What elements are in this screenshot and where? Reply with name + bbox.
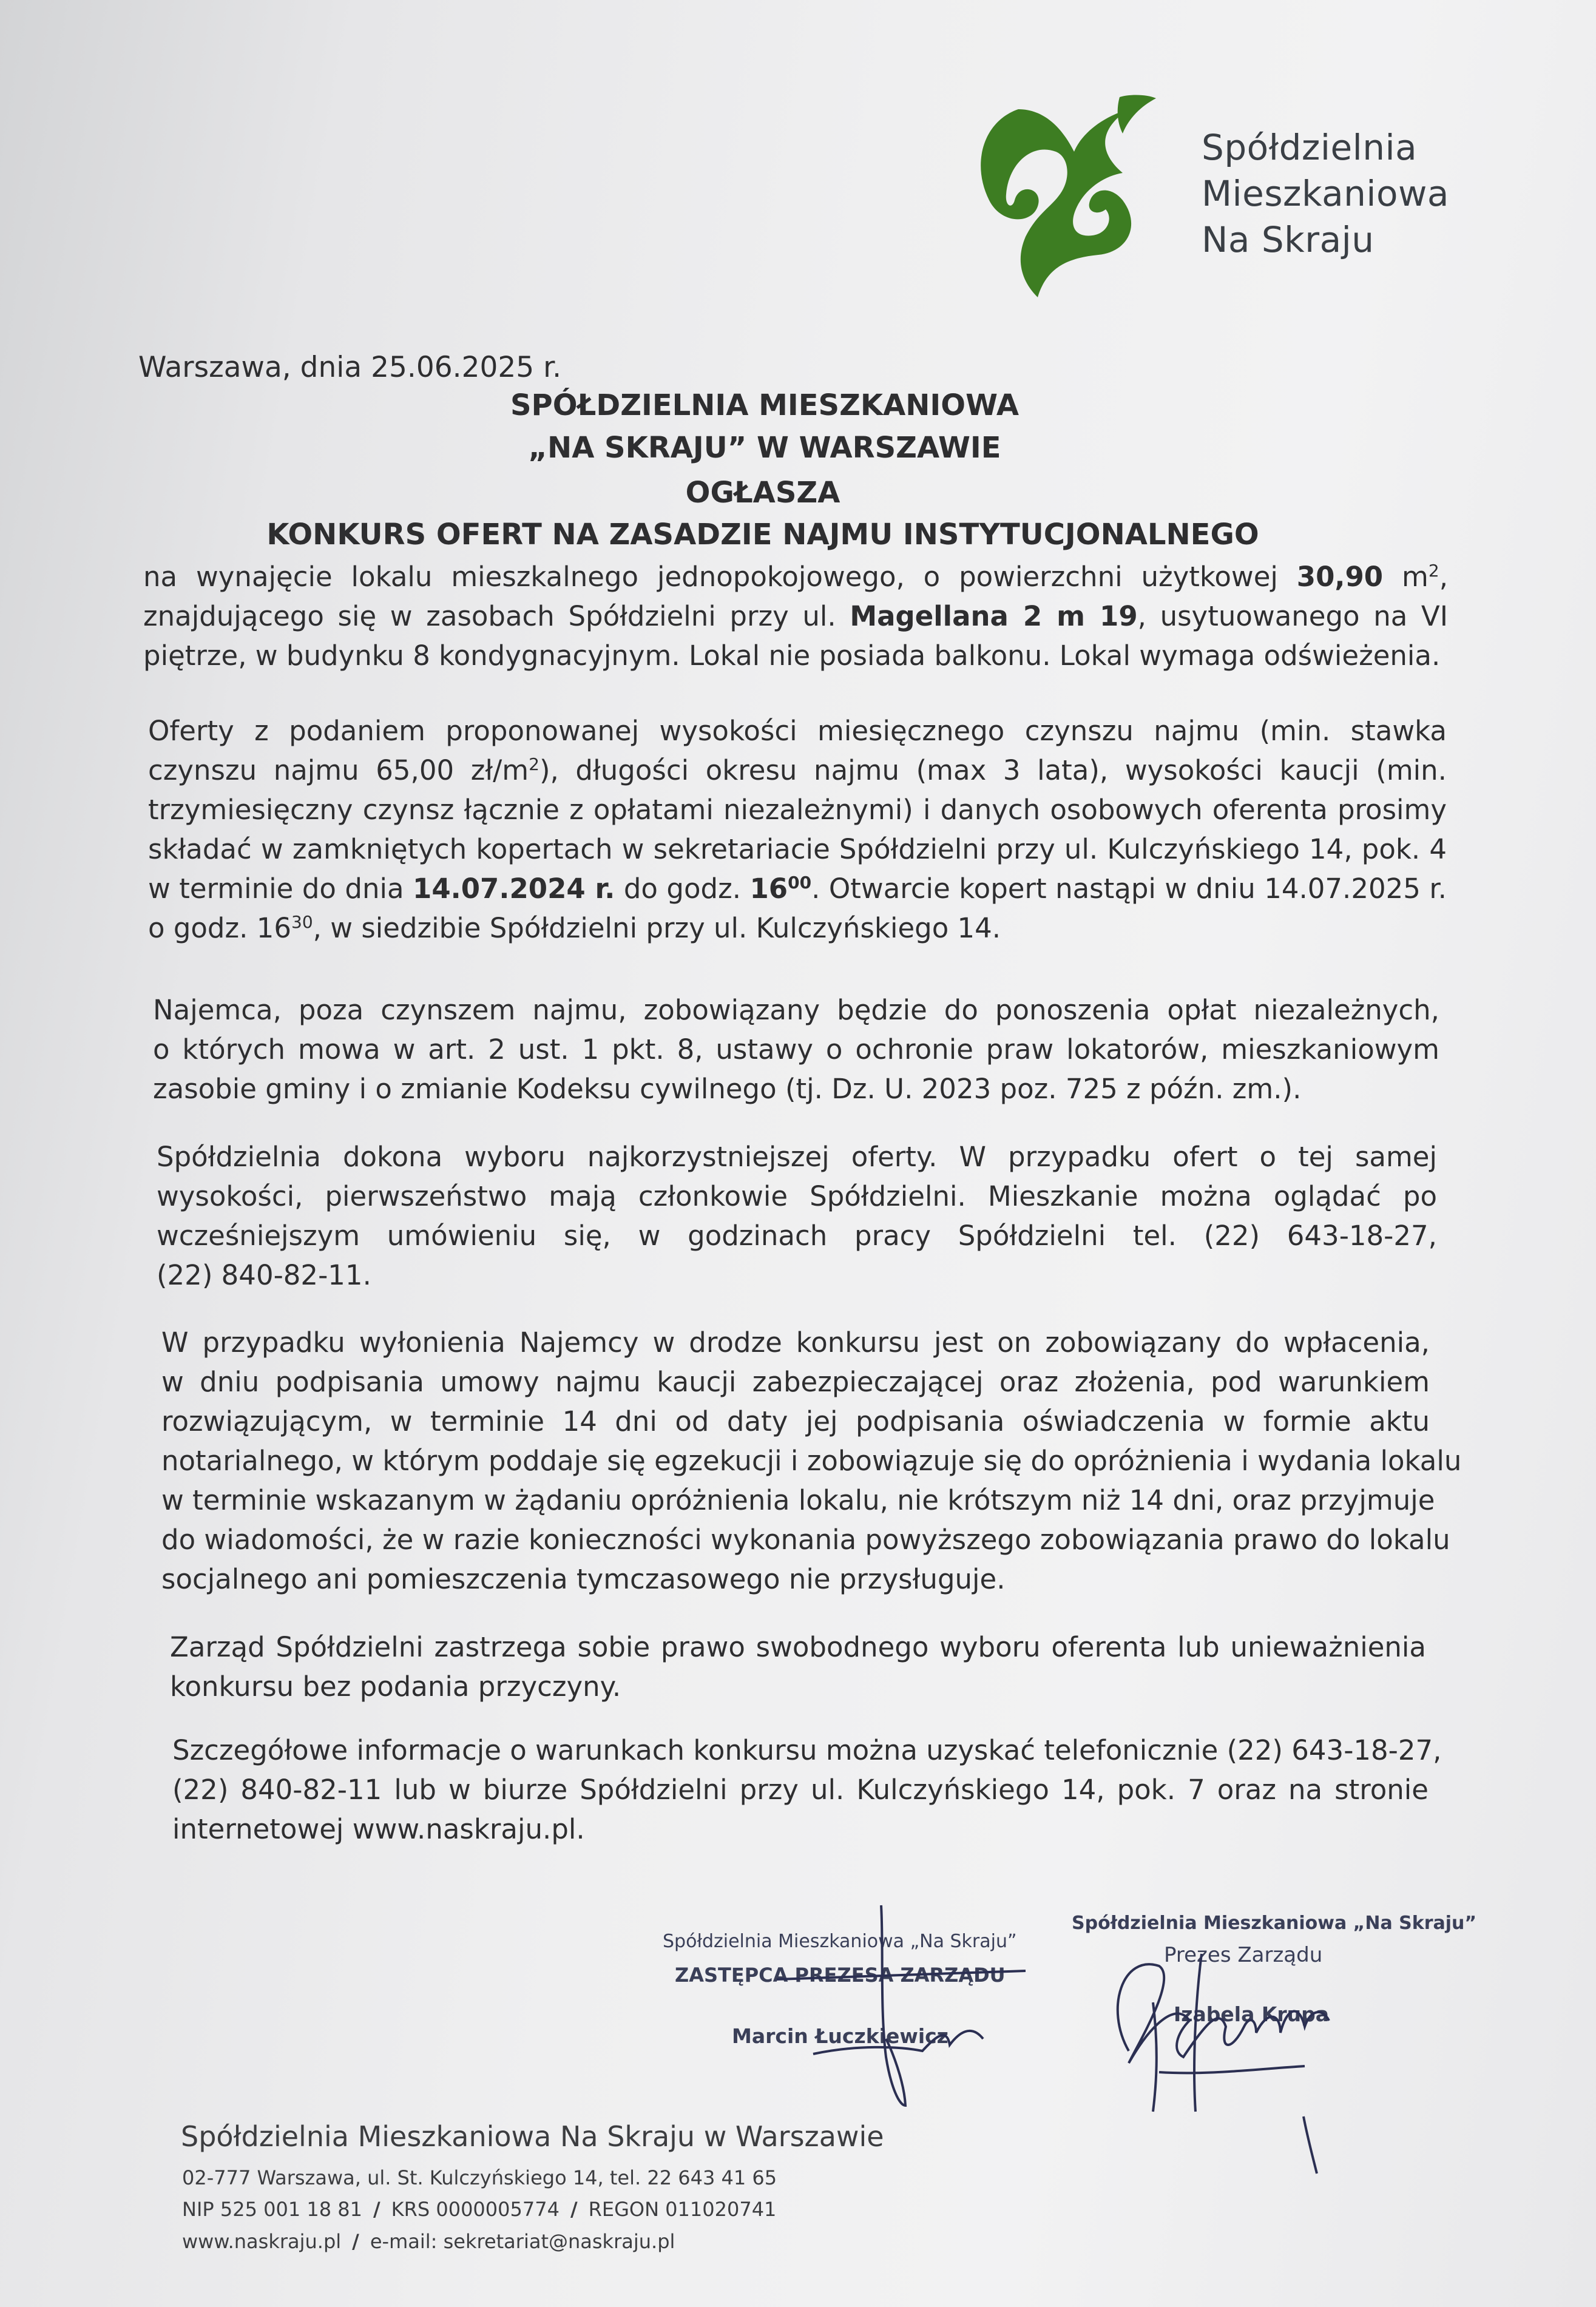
footer-nip: NIP 525 001 18 81 bbox=[182, 2198, 362, 2221]
logo-wordmark bbox=[1202, 124, 1449, 263]
logo-line-2: Mieszkaniowa bbox=[1202, 173, 1449, 214]
paragraph-contact bbox=[172, 1731, 1442, 1849]
footer-address: 02-777 Warszawa, ul. St. Kulczyńskiego 14, tel. 22 643 41 65 bbox=[182, 2166, 777, 2189]
heading-line-2: „NA SKRAJU” W WARSZAWIE bbox=[528, 431, 1001, 465]
paragraph-line: wysokości, pierwszeństwo mają członkowie Spółdzielni. Mieszkanie można oglądać po bbox=[157, 1180, 1437, 1212]
text-span: znajdującego się w zasobach Spółdzielni przy ul. bbox=[143, 600, 850, 632]
paragraph-line: notarialnego, w którym poddaje się egzekucji i zobowiązuje się do opróżnienia i wydania lokalu bbox=[161, 1445, 1462, 1477]
paragraph-line: Oferty z podaniem proponowanej wysokości miesięcznego czynszu najmu (min. stawka bbox=[148, 715, 1447, 747]
text-span: , bbox=[1439, 561, 1448, 593]
text-span: do godz. bbox=[615, 873, 750, 905]
superscript-2: 2 bbox=[529, 754, 539, 774]
signature-left-icon bbox=[740, 1899, 1056, 2118]
logo-line-1: Spółdzielnia bbox=[1202, 127, 1418, 168]
text-span: o godz. 16 bbox=[148, 912, 291, 944]
text-span: ), długości okresu najmu (max 3 lata), wysokości kaucji (min. bbox=[539, 754, 1447, 786]
heading-line-4: KONKURS OFERT NA ZASADZIE NAJMU INSTYTUCJONALNEGO bbox=[266, 518, 1259, 552]
footer-regon: REGON 011020741 bbox=[588, 2198, 777, 2221]
paragraph-reservation bbox=[170, 1627, 1426, 1706]
footer-organization-name: Spółdzielnia Mieszkaniowa Na Skraju w Warszawie bbox=[181, 2120, 884, 2153]
footer-contact bbox=[182, 2230, 675, 2253]
text-span: , w siedzibie Spółdzielni przy ul. Kulczyńskiego 14. bbox=[313, 912, 1001, 944]
paragraph-line bbox=[148, 908, 1447, 948]
unit-text: m bbox=[1383, 561, 1429, 593]
opening-minutes: 30 bbox=[291, 912, 313, 932]
paragraph-line: internetowej www.naskraju.pl. bbox=[172, 1813, 585, 1845]
paragraph-line: składać w zamkniętych kopertach w sekretariacie Spółdzielni przy ul. Kulczyńskiego 14, pok. 4 bbox=[148, 833, 1447, 865]
paragraph-line: (22) 840-82-11 lub w biurze Spółdzielni przy ul. Kulczyńskiego 14, pok. 7 oraz na stronie bbox=[172, 1774, 1429, 1806]
address-value: Magellana 2 m 19 bbox=[850, 600, 1138, 632]
paragraph-line: Zarząd Spółdzielni zastrzega sobie prawo swobodnego wyboru oferenta lub unieważnienia bbox=[170, 1631, 1426, 1663]
text-span: , usytuowanego na VI bbox=[1137, 600, 1448, 632]
text-span: w terminie do dnia bbox=[148, 873, 413, 905]
deadline-date: 14.07.2024 r. bbox=[413, 873, 615, 905]
text-span: . Otwarcie kopert nastąpi w dniu 14.07.2025 r. bbox=[811, 873, 1447, 905]
paragraph-line: o których mowa w art. 2 ust. 1 pkt. 8, ustawy o ochronie praw lokatorów, mieszkaniowym bbox=[153, 1033, 1439, 1066]
paragraph-line: do wiadomości, że w razie konieczności wykonania powyższego zobowiązania prawo do lokalu bbox=[161, 1524, 1450, 1556]
stamp-right-name: Izabela Krupa bbox=[1174, 2002, 1330, 2026]
paragraph-fees bbox=[153, 990, 1439, 1109]
heading-line-1: SPÓŁDZIELNIA MIESZKANIOWA bbox=[510, 388, 1019, 422]
paragraph-line: konkursu bez podania przyczyny. bbox=[170, 1670, 621, 1703]
paragraph-line: w terminie wskazanym w żądaniu opróżnienia lokalu, nie krótszym niż 14 dni, oraz przyjmuje bbox=[161, 1484, 1435, 1516]
paragraph-line: rozwiązującym, w terminie 14 dni od daty jej podpisania oświadczenia w formie aktu bbox=[161, 1405, 1430, 1437]
footer-registry bbox=[182, 2198, 776, 2221]
cooperative-logo-icon bbox=[947, 85, 1165, 303]
signature-right-icon bbox=[1086, 1930, 1365, 2124]
paragraph-line bbox=[143, 557, 1448, 596]
text-span: czynszu najmu 65,00 zł/m bbox=[148, 754, 529, 786]
superscript-2: 2 bbox=[1428, 561, 1439, 581]
paragraph-offer-terms bbox=[148, 711, 1447, 948]
paragraph-line: zasobie gminy i o zmianie Kodeksu cywilnego (tj. Dz. U. 2023 poz. 725 z późn. zm.). bbox=[153, 1073, 1302, 1105]
paragraph-line: Najemca, poza czynszem najmu, zobowiązany będzie do ponoszenia opłat niezależnych, bbox=[153, 994, 1439, 1026]
paragraph-line: wcześniejszym umówieniu się, w godzinach pracy Spółdzielni tel. (22) 643-18-27, bbox=[157, 1220, 1437, 1252]
footer-separator: / bbox=[373, 2198, 380, 2221]
heading-line-3: OGŁASZA bbox=[685, 476, 840, 510]
paragraph-line: (22) 840-82-11. bbox=[157, 1259, 371, 1291]
paragraph-offer-subject bbox=[143, 557, 1448, 675]
paragraph-line: piętrze, w budynku 8 kondygnacyjnym. Lokal nie posiada balkonu. Lokal wymaga odświeżenia. bbox=[143, 640, 1441, 672]
paragraph-line bbox=[148, 869, 1447, 908]
deadline-hour: 16 bbox=[749, 873, 788, 905]
paragraph-obligations bbox=[161, 1323, 1462, 1599]
footer-krs: KRS 0000005774 bbox=[391, 2198, 560, 2221]
footer-email: e-mail: sekretariat@naskraju.pl bbox=[370, 2230, 675, 2253]
deadline-minutes: 00 bbox=[788, 873, 812, 893]
paragraph-line: W przypadku wyłonienia Najemcy w drodze konkursu jest on zobowiązany do wpłacenia, bbox=[161, 1326, 1430, 1359]
text-span: na wynajęcie lokalu mieszkalnego jednopokojowego, o powierzchni użytkowej bbox=[143, 561, 1297, 593]
paragraph-line: socjalnego ani pomieszczenia tymczasowego nie przysługuje. bbox=[161, 1563, 1006, 1595]
stamp-left-org: Spółdzielnia Mieszkaniowa „Na Skraju” bbox=[663, 1931, 1017, 1952]
stamp-right-org: Spółdzielnia Mieszkaniowa „Na Skraju” bbox=[1072, 1913, 1477, 1934]
date-line: Warszawa, dnia 25.06.2025 r. bbox=[138, 351, 562, 384]
area-value: 30,90 bbox=[1296, 561, 1384, 593]
footer-separator: / bbox=[352, 2230, 359, 2253]
paragraph-line bbox=[148, 751, 1447, 790]
pen-mark-icon bbox=[1299, 2112, 1323, 2178]
paragraph-line: Spółdzielnia dokona wyboru najkorzystniejszej oferty. W przypadku ofert o tej samej bbox=[157, 1141, 1437, 1173]
paragraph-selection bbox=[157, 1137, 1437, 1295]
stamp-right-role: Prezes Zarządu bbox=[1164, 1943, 1323, 1967]
paragraph-line bbox=[143, 596, 1448, 636]
logo-line-3: Na Skraju bbox=[1202, 219, 1375, 260]
footer-website: www.naskraju.pl bbox=[182, 2230, 342, 2253]
paragraph-line: w dniu podpisania umowy najmu kaucji zabezpieczającej oraz złożenia, pod warunkiem bbox=[161, 1366, 1430, 1398]
paragraph-line: Szczegółowe informacje o warunkach konkursu można uzyskać telefonicznie (22) 643-18-27, bbox=[172, 1734, 1442, 1766]
footer-separator: / bbox=[570, 2198, 578, 2221]
paragraph-line: trzymiesięczny czynsz łącznie z opłatami niezależnymi) i danych osobowych oferenta prosimy bbox=[148, 794, 1447, 826]
stamp-left-role: ZASTĘPCA PREZESA ZARZĄDU bbox=[675, 1964, 1006, 1987]
stamp-left-name: Marcin Łuczkiewicz bbox=[732, 2024, 948, 2048]
